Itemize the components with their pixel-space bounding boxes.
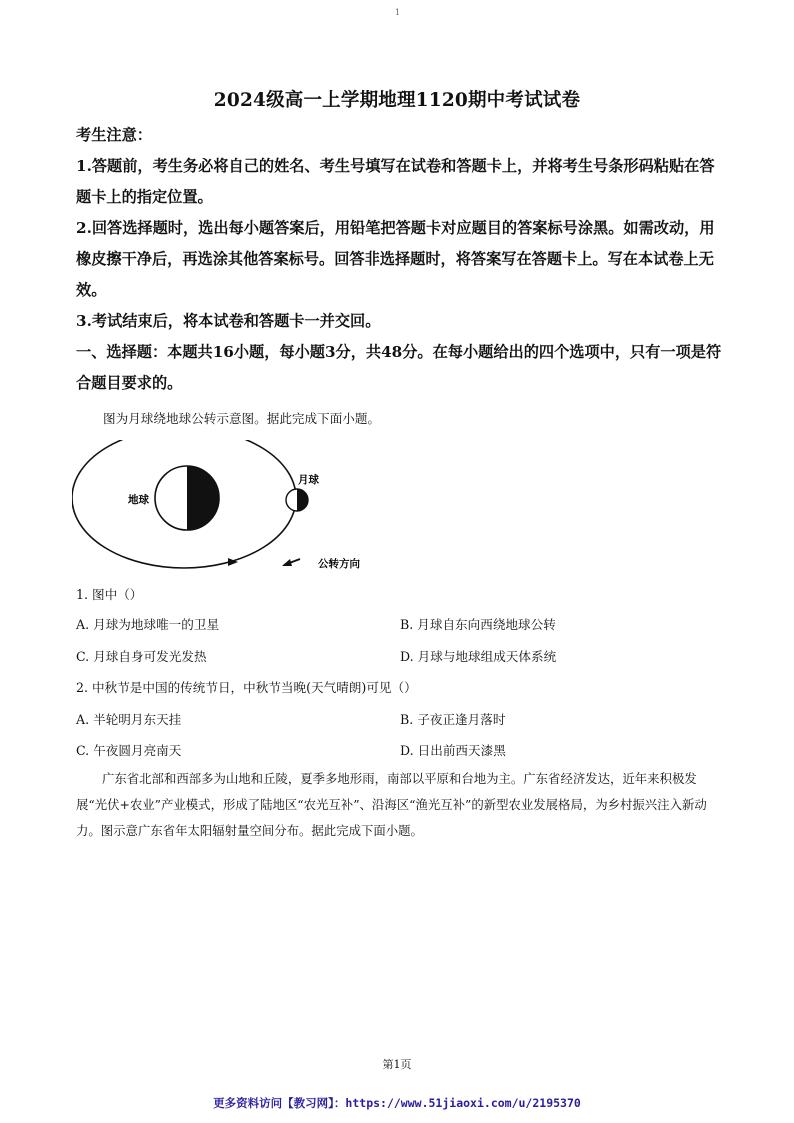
earth-dark-half bbox=[187, 466, 219, 530]
notice-item-2: 2.回答选择题时，选出每小题答案后，用铅笔把答题卡对应题目的答案标号涂黑。如需改动，用橡皮擦干净后，再选涂其他答案标号。回答非选择题时，将答案写在答题卡上。写在本试卷上无效。 bbox=[76, 219, 715, 299]
resource-link[interactable]: 更多资料访问【教习网】：https://www.51jiaoxi.com/u/2195370 bbox=[213, 1096, 581, 1110]
moon-label: 月球 bbox=[298, 474, 319, 486]
notice-block bbox=[76, 120, 726, 399]
direction-label: 公转方向 bbox=[318, 558, 360, 570]
exam-title: 2024级高一上学期地理1120期中考试试卷 bbox=[213, 90, 581, 111]
question-1-option-a: A. 月球为地球唯一的卫星 bbox=[76, 617, 220, 632]
question-1-stem: 1. 图中（） bbox=[76, 587, 143, 602]
section-heading: 一、选择题：本题共16小题，每小题3分，共48分。在每小题给出的四个选项中，只有一项是符合题目要求的。 bbox=[76, 343, 722, 392]
notice-heading: 考生注意： bbox=[76, 126, 152, 144]
legend-arrow-icon bbox=[282, 559, 292, 566]
question-2-option-a: A. 半轮明月东天挂 bbox=[76, 712, 182, 727]
question-2-option-d: D. 日出前西天漆黑 bbox=[400, 743, 506, 758]
moon-orbit-diagram bbox=[72, 440, 392, 590]
page-number: 第1页 bbox=[382, 1058, 412, 1071]
question-2-stem: 2. 中秋节是中国的传统节日，中秋节当晚(天气晴朗)可见（） bbox=[76, 680, 417, 695]
passage-text: 广东省北部和西部多为山地和丘陵，夏季多地形雨，南部以平原和台地为主。广东省经济发达，近年来积极发展“光伏+农业”产业模式，形成了陆地区“农光互补”、沿海区“渔光互补”的新型农业发展格局，为乡村振兴注入新动力。图示意广东省年太阳辐射量空间分布。据此完成下面小题。 bbox=[76, 771, 707, 838]
figure-intro: 图为月球绕地球公转示意图。据此完成下面小题。 bbox=[103, 411, 381, 426]
question-2-option-b: B. 子夜正逢月落时 bbox=[400, 712, 506, 727]
notice-item-1: 1.答题前，考生务必将自己的姓名、考生号填写在试卷和答题卡上，并将考生号条形码粘贴在答题卡上的指定位置。 bbox=[76, 157, 715, 206]
earth-label: 地球 bbox=[128, 494, 149, 506]
notice-item-3: 3.考试结束后，将本试卷和答题卡一并交回。 bbox=[76, 312, 381, 330]
orbit-direction-arrow-icon bbox=[228, 558, 238, 566]
question-1-option-c: C. 月球自身可发光发热 bbox=[76, 649, 207, 664]
question-1-option-b: B. 月球自东向西绕地球公转 bbox=[400, 617, 556, 632]
question-2-option-c: C. 午夜圆月亮南天 bbox=[76, 743, 182, 758]
question-1-option-d: D. 月球与地球组成天体系统 bbox=[400, 649, 557, 664]
page-top-mark: 1 bbox=[395, 8, 401, 17]
moon-dark-half bbox=[297, 489, 308, 511]
